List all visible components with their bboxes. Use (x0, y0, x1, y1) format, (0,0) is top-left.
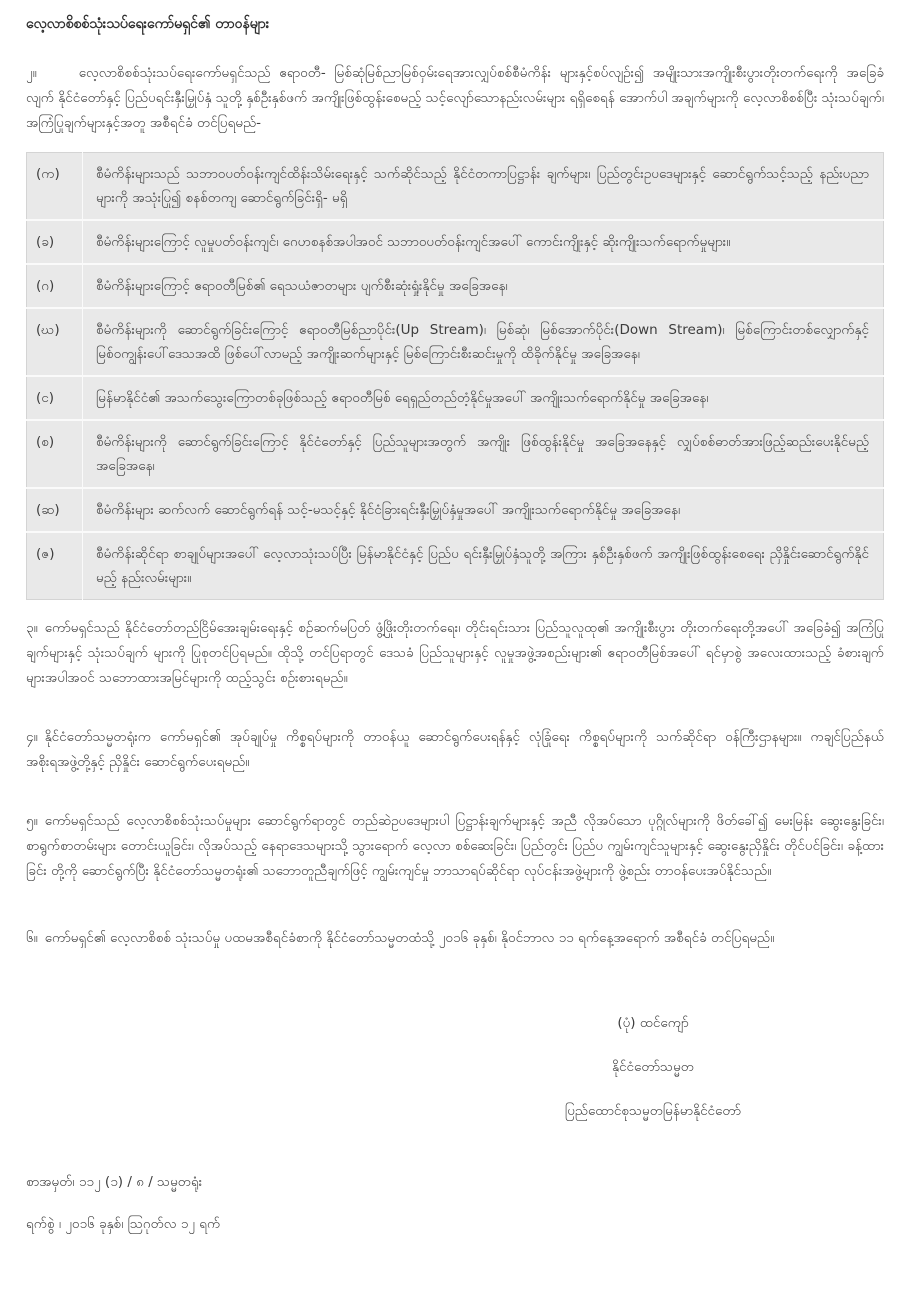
table-row (27, 488, 884, 532)
paragraph-5-number: ၅။ (26, 813, 38, 829)
table-row (27, 376, 884, 420)
row-text: စီမံကိန်းများကြောင့် လူမှုပတ်ဝန်းကျင်၊ ဂေဟစနစ်အပါအဝင် သဘာဝပတ်ဝန်းကျင်အပေါ် ကောင်းကျိုးနှင့် ဆိုးကျိုးသက်ရောက်မှုများ။ (83, 220, 884, 264)
table-row (27, 220, 884, 264)
row-label: (င) (27, 376, 83, 420)
table-row (27, 264, 884, 308)
row-text: စီမံကိန်းများသည် သဘာဝပတ်ဝန်းကျင်ထိန်းသိမ်းရေးနှင့် သက်ဆိုင်သည့် နိုင်ငံတကာပြဋ္ဌာန်း ချက်များ၊ ပြည်တွင်းဥပဒေများနှင့် ဆောင်ရွက်သင့်သည့် နည်းပညာများကို အသုံးပြု၍ စနစ်တကျ ဆောင်ရွက်ခြင်းရှိ- မရှိ (96, 166, 869, 206)
row-label: (ဆ) (27, 488, 83, 532)
table-row (27, 420, 884, 488)
row-text: စီမံကိန်းများကြောင့် ဧရာဝတီမြစ်၏ ရေသယံဇာတများ ပျက်စီးဆုံးရှုံးနိုင်မှု အခြေအနေ၊ (83, 264, 884, 308)
row-label: (ခ) (27, 220, 83, 264)
paragraph-6 (26, 926, 884, 951)
row-text: စီမံကိန်းများ ဆက်လက် ဆောင်ရွက်ရန် သင့်-မသင့်နှင့် နိုင်ငံခြားရင်းနှီးမြှုပ်နှံမှုအပေါ် အကျိုးသက်ရောက်နိုင်မှု အခြေအနေ၊ (83, 488, 884, 532)
signature-position: နိုင်ငံတော်သမ္မတ (612, 1059, 694, 1075)
paragraph-5 (26, 809, 884, 884)
document-date: ရက်စွဲ ၊ ၂၀၁၆ ခုနှစ်၊ သြဂုတ်လ ၁၂ ရက် (26, 1216, 221, 1232)
row-text: စီမံကိန်းများကို ဆောင်ရွက်ခြင်းကြောင့် ဧရာဝတီမြစ်ညာပိုင်း(Up Stream)၊ မြစ်ဆုံ၊ မြစ်အောက်ပိုင်း(Down Stream)၊ မြစ်ကြောင်းတစ်လျှောက်နှင့် မြစ်ဝကျွန်းပေါ်ဒေသအထိ ဖြစ်ပေါ်လာမည့် အကျိုးဆက်များနှင့် မြစ်ကြောင်းစီးဆင်းမှုကို ထိခိုက်နိုင်မှု အခြေအနေ၊ (83, 308, 884, 376)
row-label: (ဃ) (27, 308, 83, 376)
signature-block (488, 1011, 818, 1124)
row-label: (စ) (27, 420, 83, 488)
paragraph-3-number: ၃။ (26, 620, 38, 636)
paragraph-4-text: နိုင်ငံတော်သမ္မတရုံးက ကော်မရှင်၏ အုပ်ချုပ်မှု ကိစ္စရပ်များကို တာဝန်ယူ ဆောင်ရွက်ပေးရန်နှင့် လုံခြုံရေး ကိစ္စရပ်များကို သက်ဆိုင်ရာ ဝန်ကြီးဌာနများ။ ကချင်ပြည်နယ် အစိုးရအဖွဲ့တို့နှင့် ညှိနှိုင်း ဆောင်ရွက်ပေးရမည်။ (26, 729, 884, 770)
paragraph-3 (26, 616, 884, 691)
row-text: စီမံကိန်းဆိုင်ရာ စာချုပ်များအပေါ် လေ့လာသုံးသပ်ပြီး မြန်မာနိုင်ငံနှင့် ပြည်ပ ရင်းနှီးမြှုပ်နှံသူတို့ အကြား နှစ်ဦးနှစ်ဖက် အကျိုးဖြစ်ထွန်းစေရေး ညှိနှိုင်းဆောင်ရွက်နိုင်မည့် နည်းလမ်းများ။ (83, 532, 884, 600)
document-title: လေ့လာစိစစ်သုံးသပ်ရေးကော်မရှင်၏ တာဝန်များ (26, 16, 270, 32)
paragraph-6-number: ၆။ (26, 930, 38, 946)
row-label: (ဂ) (27, 264, 83, 308)
signature-name: (ပုံ) ထင်ကျော် (617, 1015, 689, 1031)
paragraph-5-text: ကော်မရှင်သည် လေ့လာစိစစ်သုံးသပ်မှုများ ဆောင်ရွက်ရာတွင် တည်ဆဲဥပဒေများပါ ပြဋ္ဌာန်းချက်များနှင့် အညီ လိုအပ်သော ပုဂ္ဂိုလ်များကို ဖိတ်ခေါ်၍ မေးမြန်း ဆွေးနွေးခြင်း၊ စာရွက်စာတမ်းများ တောင်းယူခြင်း၊ လိုအပ်သည့် နေရာဒေသများသို့ သွားရောက် လေ့လာ စစ်ဆေးခြင်း၊ ပြည်တွင်း ပြည်ပ ကျွမ်းကျင်သူများနှင့် ဆွေးနွေးညှိနှိုင်း တိုင်ပင်ခြင်း၊ ခန့်ထားခြင်း တို့ကို ဆောင်ရွက်ပြီး နိုင်ငံတော်သမ္မတရုံး၏ သဘောတူညီချက်ဖြင့် ကျွမ်းကျင်မှု ဘာသာရပ်ဆိုင်ရာ လုပ်ငန်းအဖွဲ့များကို ဖွဲ့စည်း တာဝန်ပေးအပ်နိုင်သည်။ (26, 813, 884, 879)
paragraph-4 (26, 725, 884, 775)
paragraph-2-text: လေ့လာစိစစ်သုံးသပ်ရေးကော်မရှင်သည် ဧရာဝတီ- မြစ်ဆုံမြစ်ညာမြစ်ဝှမ်းရေအားလျှပ်စစ်စီမံကိန်း များနှင့်စပ်လျဉ်း၍ အမျိုးသားအကျိုးစီးပွားတိုးတက်ရေးကို အခြေခံလျက် နိုင်ငံတော်နှင့် ပြည်ပရင်းနှီးမြှုပ်နှံ သူတို့ နှစ်ဦးနှစ်ဖက် အကျိုးဖြစ်ထွန်းစေမည့် သင့်လျော်သောနည်းလမ်းများ ရရှိစေရန် အောက်ပါ အချက်များကို လေ့လာစိစစ်ပြီး သုံးသပ်ချက်၊ အကြံပြုချက်များနှင့်အတူ အစီရင်ခံ တင်ပြရမည်- (26, 65, 884, 131)
table-row (27, 153, 884, 221)
paragraph-2 (26, 61, 884, 136)
duties-table (26, 152, 884, 600)
row-label: (ဇ) (27, 532, 83, 600)
paragraph-3-text: ကော်မရှင်သည် နိုင်ငံတော်တည်ငြိမ်အေးချမ်းရေးနှင့် စဉ်ဆက်မပြတ် ဖွံ့ဖြိုးတိုးတက်ရေး၊ တိုင်းရင်းသား ပြည်သူလူထု၏ အကျိုးစီးပွား တိုးတက်ရေးတို့အပေါ် အခြေခံ၍ အကြံပြုချက်များနှင့် သုံးသပ်ချက် များကို ပြုစုတင်ပြရမည်။ ထိုသို့ တင်ပြရာတွင် ဒေသခံ ပြည်သူများနှင့် လူမှုအဖွဲ့အစည်းများ၏ ဧရာဝတီမြစ်အပေါ် ရင်မှာစွဲ အလေးထားသည့် ခံစားချက်များအပါအဝင် သဘောထားအမြင်များကို ထည့်သွင်း စဉ်းစားရမည်။ (26, 620, 884, 686)
paragraph-4-number: ၄။ (26, 729, 38, 745)
row-label: (က) (27, 153, 83, 221)
signature-state: ပြည်ထောင်စုသမ္မတမြန်မာနိုင်ငံတော် (564, 1103, 742, 1119)
paragraph-2-number: ၂။ (26, 65, 37, 81)
reference-number: စာအမှတ်၊ ၁၁၂ (၁) / ၈ / သမ္မတရုံး (26, 1174, 203, 1190)
row-text: စီမံကိန်းများကို ဆောင်ရွက်ခြင်းကြောင့် နိုင်ငံတော်နှင့် ပြည်သူများအတွက် အကျိုး ဖြစ်ထွန်းနိုင်မှု အခြေအနေနှင့် လျှပ်စစ်ဓာတ်အားဖြည့်ဆည်းပေးနိုင်မည့် အခြေအနေ၊ (83, 420, 884, 488)
table-row (27, 308, 884, 376)
table-row (27, 532, 884, 600)
paragraph-6-text: ကော်မရှင်၏ လေ့လာစိစစ် သုံးသပ်မှု ပထမအစီရင်ခံစာကို နိုင်ငံတော်သမ္မတထံသို့ ၂၀၁၆ ခုနှစ်၊ နိုဝင်ဘာလ ၁၁ ရက်နေ့အရောက် အစီရင်ခံ တင်ပြရမည်။ (44, 930, 775, 946)
row-text: မြန်မာနိုင်ငံ၏ အသက်သွေးကြောတစ်ခုဖြစ်သည့် ဧရာဝတီမြစ် ရေရှည်တည်တံ့နိုင်မှုအပေါ် အကျိုးသက်ရောက်နိုင်မှု အခြေအနေ၊ (83, 376, 884, 420)
